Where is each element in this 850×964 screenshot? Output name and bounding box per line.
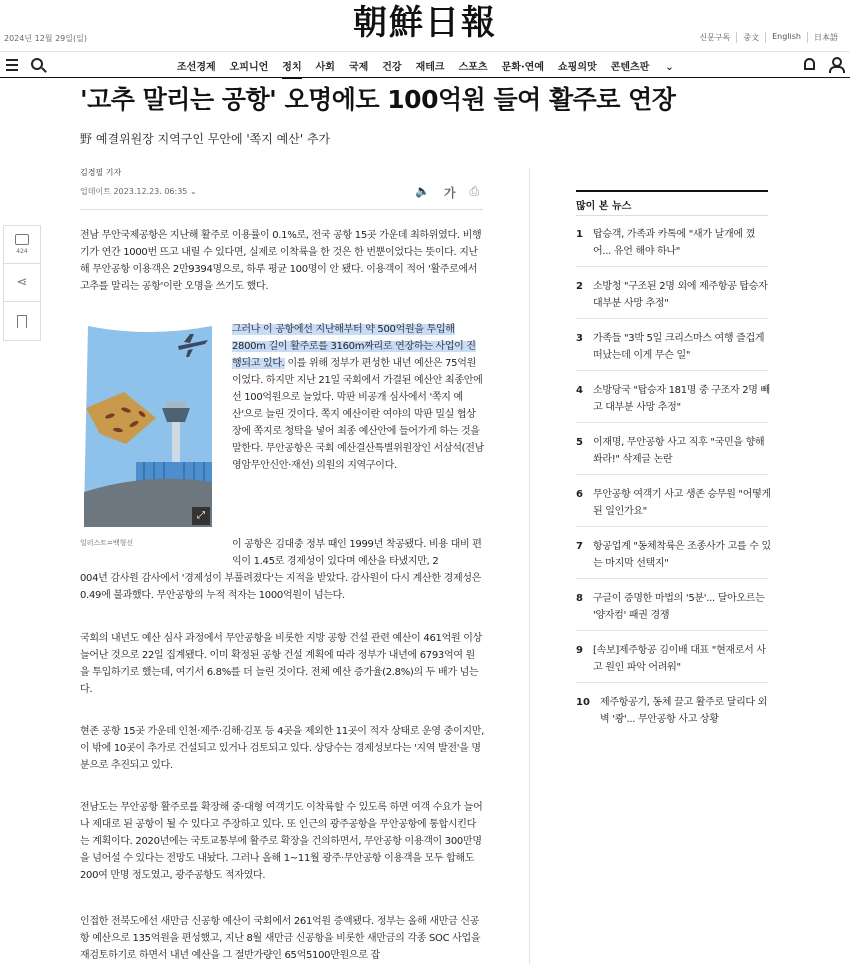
nav-item-politics[interactable]: 정치 bbox=[282, 58, 301, 79]
font-size-button[interactable]: 가 bbox=[443, 186, 456, 200]
divider bbox=[576, 578, 768, 579]
speaker-icon[interactable]: 🔈 bbox=[415, 184, 430, 198]
divider bbox=[576, 370, 768, 371]
article-paragraph: 이 공항은 김대중 정부 때인 1999년 착공됐다. 비용 대비 편익이 1.45로 경제성이 있다며 예산을 타냈지만, 2 bbox=[232, 539, 482, 567]
bookmark-icon bbox=[17, 315, 27, 328]
nav-item-contents[interactable] bbox=[611, 58, 688, 79]
nav-item-health[interactable]: 건강 bbox=[382, 62, 402, 73]
popular-rank: 3 bbox=[576, 333, 583, 344]
nav-item-economy[interactable]: 조선경제 bbox=[177, 62, 216, 73]
nav-item-sports[interactable]: 스포츠 bbox=[458, 62, 488, 73]
article-tools bbox=[415, 184, 479, 201]
nav-item-contents-label: 콘텐츠판 bbox=[610, 62, 650, 73]
highlighted-text: 그러나 이 공항에선 지난해부터 약 500억원을 투입해 2800m 길이 활주로를 3160m짜리로 연장하는 사업이 진행되고 있다. bbox=[232, 324, 476, 369]
article-paragraph: 인접한 전북도에선 새만금 신공항 예산이 국회에서 261억원 증액됐다. 정부는 올해 새만금 신공항 예산으로 135억원을 편성했고, 지난 8월 새만금 신공항을 비롯한 새만금의 각종 SOC 사업을 재검토하기로 하면서 내년 예산을 그 절반가량인 65억5100만원으로 잡 bbox=[80, 916, 481, 961]
divider bbox=[576, 422, 768, 423]
popular-text: [속보]제주항공 김이배 대표 "현재로서 사고 원인 파악 어려워" bbox=[593, 645, 766, 673]
popular-text: 무안공항 여객기 사고 생존 승무원 "어떻게 된 일인가요" bbox=[593, 489, 771, 517]
article-paragraph bbox=[232, 321, 484, 474]
top-link-chinese[interactable]: 중文 bbox=[736, 32, 765, 43]
airport-illustration bbox=[80, 322, 216, 527]
popular-text: 이재명, 무안공항 사고 직후 "국민을 향해 쏴라!" 삭제글 논란 bbox=[593, 437, 765, 465]
popular-rank: 7 bbox=[576, 541, 583, 552]
nav-item-opinion[interactable]: 오피니언 bbox=[229, 62, 269, 73]
user-icon[interactable] bbox=[829, 57, 841, 71]
article-paragraph: 국회의 내년도 예산 심사 과정에서 무안공항을 비롯한 지방 공항 건설 관련 예산이 461억원 이상 늘어난 것으로 22일 집계됐다. 이미 확정된 공항 건설 계획에 따라 정부가 내년에 6793억여 원을 투입하기로 했는데, 여기서 6.8%를 더 늘린 것이다. 전체 예산 증가율(2.8%)의 두 배가 넘는다. bbox=[80, 633, 482, 695]
divider bbox=[576, 526, 768, 527]
divider bbox=[576, 215, 768, 216]
top-links bbox=[693, 32, 844, 43]
popular-text: 제주항공기, 동체 끌고 활주로 달리다 외벽 '쾅'... 무안공항 사고 상황 bbox=[600, 697, 768, 725]
top-link-english[interactable]: English bbox=[765, 32, 807, 43]
search-icon[interactable] bbox=[31, 58, 43, 70]
popular-rank: 4 bbox=[576, 385, 583, 396]
comment-icon bbox=[15, 234, 29, 245]
article-updated[interactable] bbox=[80, 186, 197, 197]
chevron-down-icon: ⌄ bbox=[189, 187, 197, 196]
divider bbox=[576, 474, 768, 475]
article-paragraph: 전남도는 무안공항 활주로를 확장해 중·대형 여객기도 이착륙할 수 있도록 하면 여객 수요가 늘어나 제대로 된 공항이 될 수 있다고 주장하고 있다. 또 인근의 광주공항을 무안공항에 통합시킨다는 계획이다. 2020년에는 국토교통부에 활주로 확장을 건의하면서, 무안공항 이용객이 300만명을 넘어설 수 있다는 전망도 내놨다. 그러나 올해 1~11월 광주·무안공항 이용객을 모두 합해도 200여 만명 정도였고, 광주공항도 적자였다. bbox=[80, 802, 483, 881]
top-link-subscribe[interactable]: 신문구독 bbox=[699, 33, 731, 42]
site-logo[interactable]: 朝鮮日報 bbox=[353, 3, 497, 43]
popular-text: 탑승객, 가족과 카톡에 "새가 날개에 꼈어... 유언 해야 하나" bbox=[593, 229, 755, 257]
article-headline: '고추 말리는 공항' 오명에도 100억원 들여 활주로 연장 bbox=[80, 85, 676, 114]
popular-text: 가족들 "3박 5일 크리스마스 여행 즐겁게 떠났는데 이게 무슨 일" bbox=[593, 333, 765, 361]
nav-items bbox=[177, 58, 702, 79]
popular-text: 구글이 증명한 마법의 '5분'... 달아오르는 '양자컴' 패권 경쟁 bbox=[593, 593, 765, 621]
nav-item-society[interactable]: 사회 bbox=[315, 62, 335, 73]
nav-item-international[interactable]: 국제 bbox=[348, 62, 369, 73]
top-bar bbox=[0, 0, 850, 50]
popular-rank: 8 bbox=[576, 593, 583, 604]
main-nav bbox=[0, 51, 850, 78]
divider bbox=[576, 190, 768, 192]
article-paragraph: 전남 무안국제공항은 지난해 활주로 이용률이 0.1%로, 전국 공항 15곳 가운데 최하위였다. 비행기가 연간 1000번 뜨고 내릴 수 있다면, 실제로 이착륙을 한 것은 한 번뿐이었다는 뜻이다. 지난해 무안공항 이용객은 2만9394명으로, 하루 평균 100명이 안 됐다. 이용객이 적어 '활주로에서 고추를 말리는 공항'이란 오명을 쓰기도 했다. bbox=[80, 230, 482, 292]
bell-icon[interactable] bbox=[804, 58, 815, 70]
divider bbox=[576, 266, 768, 267]
share-icon: ⋖ bbox=[16, 275, 28, 290]
divider bbox=[576, 630, 768, 631]
article-illustration[interactable] bbox=[80, 322, 216, 527]
paragraph-text: 이를 위해 정부가 편성한 내년 예산은 75억원이었다. 하지만 지난 21일 국회에서 가결된 예산안 최종안에선 100억원으로 늘었다. 막판 비공개 심사에서 '쪽지 예산'으로 늘린 것이다. 쪽지 예산이란 여야의 막판 밀실 협상장에 쪽지로 청탁을 넣어 최종 예산안에 들어가게 하는 것을 말한다. 무안공항은 국회 예산결산특별위원장인 서삼석(전남 영암무안신안·재선) 의원의 지역구이다. bbox=[232, 358, 484, 471]
share-button[interactable] bbox=[4, 264, 40, 302]
top-link-japanese[interactable]: 日本語 bbox=[807, 32, 844, 43]
expand-icon[interactable]: ⤢ bbox=[192, 507, 210, 525]
divider bbox=[576, 682, 768, 683]
nav-item-finance[interactable]: 재테크 bbox=[415, 62, 445, 73]
bookmark-button[interactable] bbox=[4, 302, 40, 340]
divider bbox=[576, 318, 768, 319]
article-byline[interactable]: 김경필 기자 bbox=[80, 168, 122, 177]
article-paragraph: 현존 공항 15곳 가운데 인천·제주·김해·김포 등 4곳을 제외한 11곳이 적자 상태로 운영 중이지만, 이 밖에 10곳이 추가로 건설되고 있거나 검토되고 있다. 상당수는 경제성보다는 '지역 발전'을 명분으로 추진되고 있다. bbox=[80, 726, 484, 771]
comment-button[interactable] bbox=[4, 226, 40, 264]
popular-text: 항공업계 "동체착륙은 조종사가 고를 수 있는 마지막 선택지" bbox=[593, 541, 771, 569]
article-subhead: 野 예결위원장 지역구인 무안에 '쪽지 예산' 추가 bbox=[80, 132, 331, 146]
share-sidebar bbox=[3, 225, 41, 341]
comment-count: 424 bbox=[16, 248, 28, 255]
print-icon[interactable]: ⎙ bbox=[469, 184, 480, 198]
nav-item-shopping[interactable]: 쇼핑의맛 bbox=[558, 62, 597, 73]
popular-text: 소방청 "구조된 2명 외에 제주항공 탑승자 대부분 사망 추정" bbox=[593, 281, 768, 309]
hamburger-menu-icon[interactable] bbox=[6, 59, 18, 70]
illustration-caption: 일러스트=백형선 bbox=[80, 539, 134, 547]
popular-rank: 9 bbox=[576, 645, 583, 656]
column-divider bbox=[529, 168, 530, 964]
divider bbox=[80, 209, 483, 210]
popular-text: 소방당국 "탑승자 181명 중 구조자 2명 빼고 대부분 사망 추정" bbox=[593, 385, 770, 413]
article-paragraph: 004년 감사원 감사에서 '경제성이 부풀려졌다'는 지적을 받았다. 감사원이 다시 계산한 경제성은 0.49에 불과했다. 무안공항의 누적 적자는 1000억원이 넘는다. bbox=[80, 573, 482, 601]
nav-item-culture[interactable]: 문화·연예 bbox=[501, 62, 545, 73]
popular-rank: 2 bbox=[576, 281, 583, 292]
current-date: 2024년 12월 29일(일) bbox=[4, 34, 87, 43]
chevron-down-icon: ⌄ bbox=[665, 62, 674, 73]
updated-time: 업데이트 2023.12.23. 06:35 bbox=[80, 187, 188, 196]
popular-rank: 5 bbox=[576, 437, 583, 448]
popular-rank: 1 bbox=[576, 229, 583, 240]
popular-news-title: 많이 본 뉴스 bbox=[576, 201, 632, 212]
popular-rank: 6 bbox=[576, 489, 583, 500]
popular-rank: 10 bbox=[576, 697, 590, 708]
